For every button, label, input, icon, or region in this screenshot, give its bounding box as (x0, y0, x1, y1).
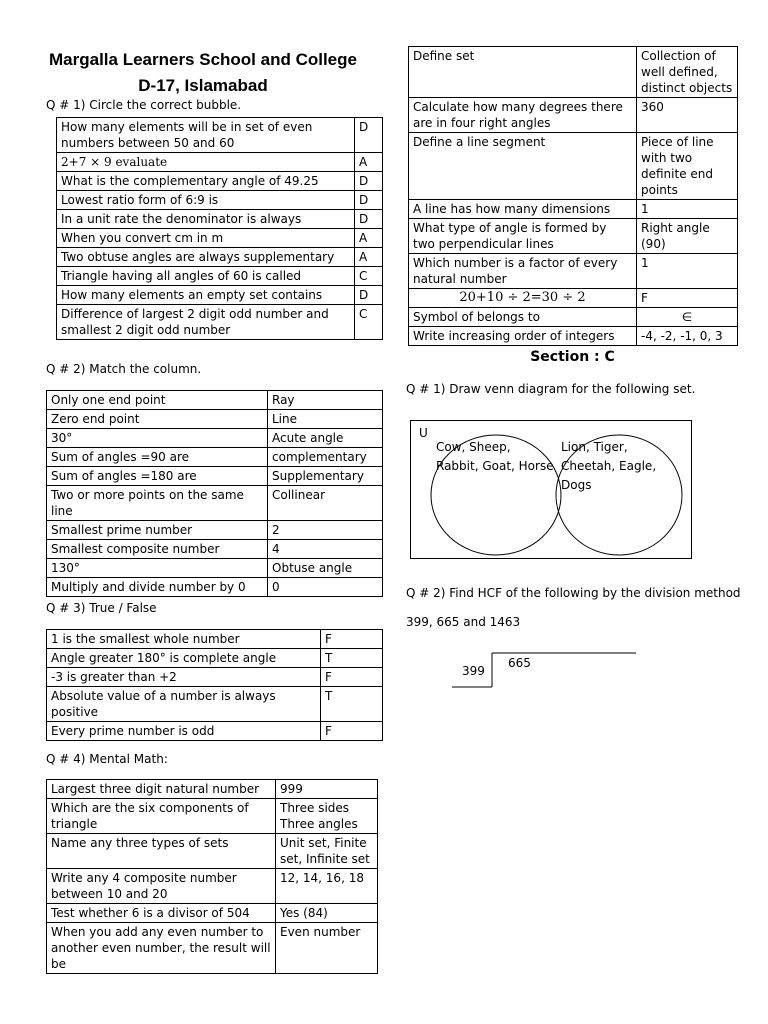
venn-diagram (410, 420, 692, 559)
question-cell: Multiply and divide number by 0 (47, 578, 268, 597)
table-row (47, 448, 383, 467)
q3-table (46, 629, 383, 741)
question-cell: Which are the six components of triangle (47, 799, 276, 834)
question-cell: Test whether 6 is a divisor of 504 (47, 904, 276, 923)
answer-cell: ∈ (637, 308, 738, 327)
question-cell: Only one end point (47, 391, 268, 410)
answer-cell: 1 (637, 254, 738, 289)
table-row (409, 308, 738, 327)
table-row (47, 540, 383, 559)
table-row (409, 289, 738, 308)
table-row (409, 47, 738, 98)
table-row (57, 305, 383, 340)
table-row (47, 467, 383, 486)
question-cell: Sum of angles =90 are (47, 448, 268, 467)
table-row (57, 118, 383, 153)
question-cell: When you convert cm in m (57, 229, 355, 248)
answer-cell: D (355, 118, 383, 153)
venn-right-set: Lion, Tiger, Cheetah, Eagle, Dogs (561, 440, 657, 492)
answer-cell: Ray (268, 391, 383, 410)
answer-cell: F (637, 289, 738, 308)
table-row (57, 229, 383, 248)
table-row (57, 286, 383, 305)
table-row (47, 923, 378, 974)
division-dividend: 665 (508, 656, 531, 670)
table-row (47, 630, 383, 649)
question-cell: Which number is a factor of every natural number (409, 254, 637, 289)
question-cell: Largest three digit natural number (47, 780, 276, 799)
question-cell: 130° (47, 559, 268, 578)
answer-cell: Yes (84) (276, 904, 378, 923)
answer-cell: F (321, 630, 383, 649)
table-row (47, 410, 383, 429)
answer-cell: 999 (276, 780, 378, 799)
table-row (409, 327, 738, 346)
table-row (57, 267, 383, 286)
question-cell: Define set (409, 47, 637, 98)
answer-cell: 2 (268, 521, 383, 540)
table-row (47, 521, 383, 540)
question-cell: Absolute value of a number is always positive (47, 687, 321, 722)
venn-left-set: Cow, Sheep, Rabbit, Goat, Horse (436, 440, 554, 473)
question-cell: What is the complementary angle of 49.25 (57, 172, 355, 191)
answer-cell: D (355, 286, 383, 305)
answer-cell: Obtuse angle (268, 559, 383, 578)
section-c-q2-numbers: 399, 665 and 1463 (406, 615, 521, 629)
question-cell: 20+10 ÷ 2=30 ÷ 2 (409, 289, 637, 308)
question-cell: -3 is greater than +2 (47, 668, 321, 687)
answer-cell: 1 (637, 200, 738, 219)
venn-universe-label: U (419, 426, 428, 440)
answer-cell: F (321, 668, 383, 687)
question-cell: Define a line segment (409, 133, 637, 200)
question-cell: Zero end point (47, 410, 268, 429)
table-row (47, 687, 383, 722)
table-row (47, 391, 383, 410)
section-c-q1-title: Q # 1) Draw venn diagram for the following set. (406, 382, 696, 396)
table-row (47, 668, 383, 687)
table-row (47, 834, 378, 869)
answer-cell: Piece of line with two definite end points (637, 133, 738, 200)
question-cell: Angle greater 180° is complete angle (47, 649, 321, 668)
answer-cell: T (321, 649, 383, 668)
answer-cell: complementary (268, 448, 383, 467)
q1-table (56, 117, 383, 340)
question-cell: Lowest ratio form of 6:9 is (57, 191, 355, 210)
table-row (47, 799, 378, 834)
table-row (47, 869, 378, 904)
question-cell: In a unit rate the denominator is always (57, 210, 355, 229)
answer-cell: Supplementary (268, 467, 383, 486)
answer-cell: C (355, 267, 383, 286)
question-cell: Write any 4 composite number between 10 and 20 (47, 869, 276, 904)
question-cell: 2+7 × 9 evaluate (57, 153, 355, 172)
answer-cell: T (321, 687, 383, 722)
school-name: Margalla Learners School and College (49, 50, 357, 69)
table-row (47, 578, 383, 597)
table-row (47, 722, 383, 741)
table-row (47, 780, 378, 799)
answer-cell: A (355, 229, 383, 248)
answer-cell: Unit set, Finite set, Infinite set (276, 834, 378, 869)
table-row (57, 172, 383, 191)
question-cell: Smallest composite number (47, 540, 268, 559)
table-row (57, 153, 383, 172)
table-row (47, 559, 383, 578)
question-cell: What type of angle is formed by two perpendicular lines (409, 219, 637, 254)
answer-cell: Even number (276, 923, 378, 974)
question-cell: Symbol of belongs to (409, 308, 637, 327)
table-row (409, 98, 738, 133)
answer-cell: A (355, 153, 383, 172)
table-row (57, 210, 383, 229)
question-cell: Name any three types of sets (47, 834, 276, 869)
question-cell: A line has how many dimensions (409, 200, 637, 219)
question-cell: Write increasing order of integers (409, 327, 637, 346)
right-table (408, 46, 738, 346)
question-cell: Two or more points on the same line (47, 486, 268, 521)
question-cell: How many elements will be in set of even numbers between 50 and 60 (57, 118, 355, 153)
table-row (409, 254, 738, 289)
school-location: D-17, Islamabad (138, 76, 268, 95)
answer-cell: Collection of well defined, distinct objects (637, 47, 738, 98)
table-row (409, 133, 738, 200)
question-cell: When you add any even number to another even number, the result will be (47, 923, 276, 974)
table-row (47, 486, 383, 521)
answer-cell: Collinear (268, 486, 383, 521)
q3-title: Q # 3) True / False (46, 601, 157, 615)
section-c-title: Section : C (530, 349, 615, 365)
answer-cell: D (355, 191, 383, 210)
q2-table (46, 390, 383, 597)
answer-cell: D (355, 172, 383, 191)
table-row (47, 904, 378, 923)
section-c-q2-title: Q # 2) Find HCF of the following by the division method (406, 586, 741, 600)
question-cell: Every prime number is odd (47, 722, 321, 741)
answer-cell: Acute angle (268, 429, 383, 448)
q1-title: Q # 1) Circle the correct bubble. (46, 98, 242, 112)
answer-cell: A (355, 248, 383, 267)
table-row (409, 219, 738, 254)
q2-title: Q # 2) Match the column. (46, 362, 202, 376)
answer-cell: Three sides Three angles (276, 799, 378, 834)
table-row (47, 429, 383, 448)
answer-cell: D (355, 210, 383, 229)
table-row (47, 649, 383, 668)
question-cell: Sum of angles =180 are (47, 467, 268, 486)
question-cell: Calculate how many degrees there are in four right angles (409, 98, 637, 133)
table-row (57, 191, 383, 210)
answer-cell: 12, 14, 16, 18 (276, 869, 378, 904)
answer-cell: 4 (268, 540, 383, 559)
question-cell: 30° (47, 429, 268, 448)
question-cell: Smallest prime number (47, 521, 268, 540)
question-cell: Triangle having all angles of 60 is called (57, 267, 355, 286)
table-row (57, 248, 383, 267)
question-cell: 1 is the smallest whole number (47, 630, 321, 649)
answer-cell: 0 (268, 578, 383, 597)
answer-cell: -4, -2, -1, 0, 3 (637, 327, 738, 346)
answer-cell: Line (268, 410, 383, 429)
question-cell: Difference of largest 2 digit odd number and smallest 2 digit odd number (57, 305, 355, 340)
question-cell: Two obtuse angles are always supplementary (57, 248, 355, 267)
answer-cell: F (321, 722, 383, 741)
q4-title: Q # 4) Mental Math: (46, 752, 168, 766)
q4-table (46, 779, 378, 974)
division-divisor: 399 (462, 664, 485, 678)
answer-cell: C (355, 305, 383, 340)
answer-cell: Right angle (90) (637, 219, 738, 254)
table-row (409, 200, 738, 219)
question-cell: How many elements an empty set contains (57, 286, 355, 305)
answer-cell: 360 (637, 98, 738, 133)
